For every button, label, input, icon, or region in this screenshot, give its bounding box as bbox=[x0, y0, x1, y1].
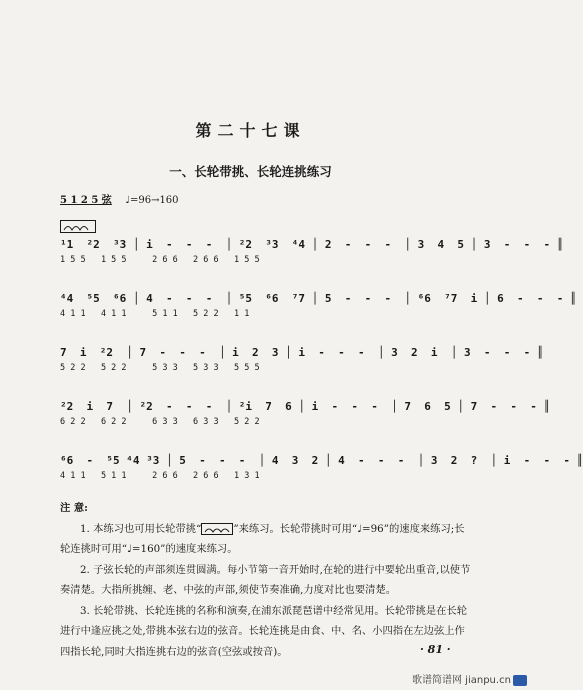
note-text-cont: ”来练习。长轮带挑时可用“♩=96”的速度来练习;长轮连挑时可用“♩=160”的速度来练习。 bbox=[60, 522, 465, 555]
watermark-logo-icon bbox=[513, 675, 527, 686]
tempo-marking: ♩=96→160 bbox=[125, 195, 179, 206]
string-line: 6 2 2 6 2 2 6 3 3 6 3 3 5 2 2 bbox=[60, 417, 260, 427]
melody-line: ²2 i 7 │ ²2 - - - │ ²i 7 6 │ i - - - │ 7 6 5 │ 7 - - - ║ bbox=[60, 400, 551, 413]
note-item-3 bbox=[60, 601, 474, 663]
tuning-notes: 5 1 2 5 弦 bbox=[60, 195, 112, 206]
lesson-title: 第二十七课 bbox=[195, 121, 306, 140]
staff-5 bbox=[52, 444, 583, 488]
note-text: 2. 子弦长轮的声部须连贯圆满。每小节第一音开始时,在轮的进行中要轮出重音,以使节奏清楚。大指所挑缠、老、中弦的声部,须使节奏准确,力度对比也要清楚。 bbox=[60, 563, 471, 596]
staff-2 bbox=[52, 282, 577, 326]
string-line: 1 5 5 1 5 5 2 6 6 2 6 6 1 5 5 bbox=[60, 255, 260, 265]
bowing-pattern-icon bbox=[201, 523, 233, 535]
note-item-1 bbox=[60, 519, 474, 560]
staff-3 bbox=[52, 336, 544, 380]
watermark-text: 歌谱简谱网 jianpu.cn bbox=[412, 675, 511, 686]
note-text: 1. 本练习也可用长轮带挑“ bbox=[80, 522, 202, 535]
notes-heading: 注 意: bbox=[60, 502, 88, 514]
watermark bbox=[412, 671, 527, 686]
melody-line: 7 i ²2 │ 7 - - - │ i 2 3 │ i - - - │ 3 2 i │ 3 - - - ║ bbox=[60, 346, 544, 359]
staff-4 bbox=[52, 390, 551, 434]
staff-1 bbox=[52, 228, 564, 272]
note-item-2 bbox=[60, 560, 474, 601]
tuning-line bbox=[60, 191, 179, 206]
string-line: 5 2 2 5 2 2 5 3 3 5 3 3 5 5 5 bbox=[60, 363, 260, 373]
melody-line: ⁶6 - ⁵5 ⁴4 ³3 │ 5 - - - │ 4 3 2 │ 4 - - - │ 3 2 ? │ i - - - ║ bbox=[60, 454, 583, 467]
notes-section bbox=[60, 498, 474, 662]
music-score bbox=[52, 228, 583, 498]
melody-line: ⁴4 ⁵5 ⁶6 │ 4 - - - │ ⁵5 ⁶6 ⁷7 │ 5 - - - │ ⁶6 ⁷7 i │ 6 - - - ║ bbox=[60, 292, 577, 305]
note-text: 3. 长轮带挑、长轮连挑的名称和演奏,在浦东派琵琶谱中经常见用。长轮带挑是在长轮进行中逢应挑之处,带挑本弦右边的弦音。长轮连挑是由食、中、名、小四指在左边弦上作四指长轮,同时大指连挑右边的弦音(空弦或按音)。 bbox=[60, 604, 468, 658]
section-title: 一、长轮带挑、长轮连挑练习 bbox=[169, 164, 332, 179]
melody-line: ¹1 ²2 ³3 │ i - - - │ ²2 ³3 ⁴4 │ 2 - - - │ 3 4 5 │ 3 - - - ║ bbox=[60, 238, 564, 251]
string-line: 4 1 1 4 1 1 5 1 1 5 2 2 1 1 bbox=[60, 309, 250, 319]
string-line: 4 1 1 5 1 1 2 6 6 2 6 6 1 3 1 bbox=[60, 471, 260, 481]
page-number: · 81 · bbox=[420, 643, 451, 656]
